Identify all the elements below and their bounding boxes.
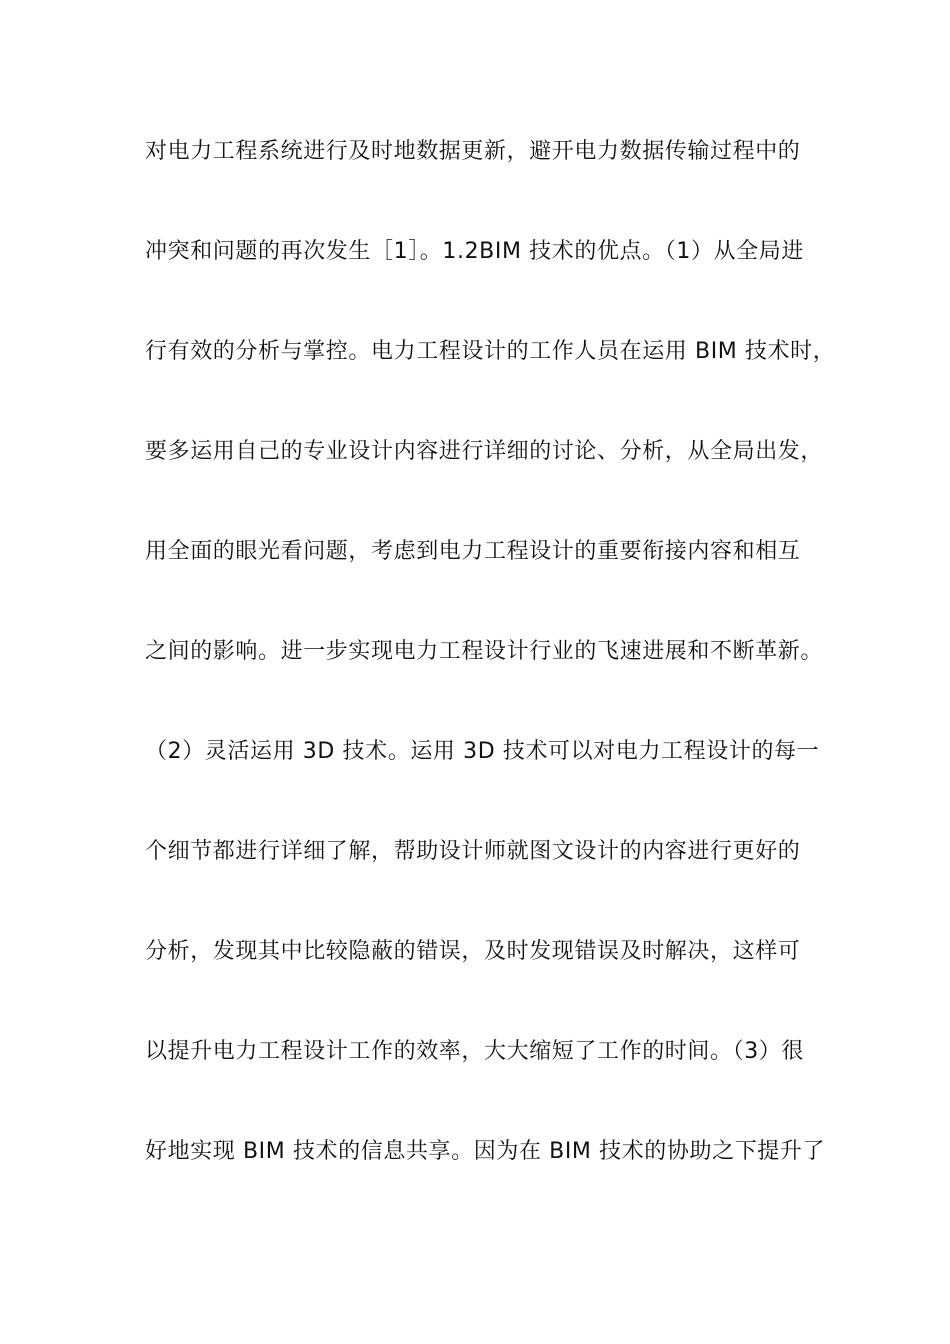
paragraph-line: 对电力工程系统进行及时地数据更新，避开电力数据传输过程中的 <box>145 139 801 164</box>
paragraph-line: 分析，发现其中比较隐蔽的错误，及时发现错误及时解决，这样可 <box>145 939 801 964</box>
paragraph-line: 行有效的分析与掌控。电力工程设计的工作人员在运用 BIM 技术时， <box>145 339 836 364</box>
paragraph-line: 用全面的眼光看问题，考虑到电力工程设计的重要衔接内容和相互 <box>145 539 801 564</box>
paragraph-line: 要多运用自己的专业设计内容进行详细的讨论、分析，从全局出发， <box>145 439 824 464</box>
paragraph-line: 个细节都进行详细了解，帮助设计师就图文设计的内容进行更好的 <box>145 839 801 864</box>
paragraph-line: 以提升电力工程设计工作的效率，大大缩短了工作的时间。（3）很 <box>145 1039 804 1064</box>
paragraph-line: 好地实现 BIM 技术的信息共享。因为在 BIM 技术的协助之下提升了 <box>145 1139 826 1164</box>
paragraph-line: 冲突和问题的再次发生［1］。1.2BIM 技术的优点。（1）从全局进 <box>145 239 804 264</box>
paragraph-line: 之间的影响。进一步实现电力工程设计行业的飞速进展和不断革新。 <box>145 639 824 664</box>
paragraph-line: （2）灵活运用 3D 技术。运用 3D 技术可以对电力工程设计的每一 <box>145 739 820 764</box>
